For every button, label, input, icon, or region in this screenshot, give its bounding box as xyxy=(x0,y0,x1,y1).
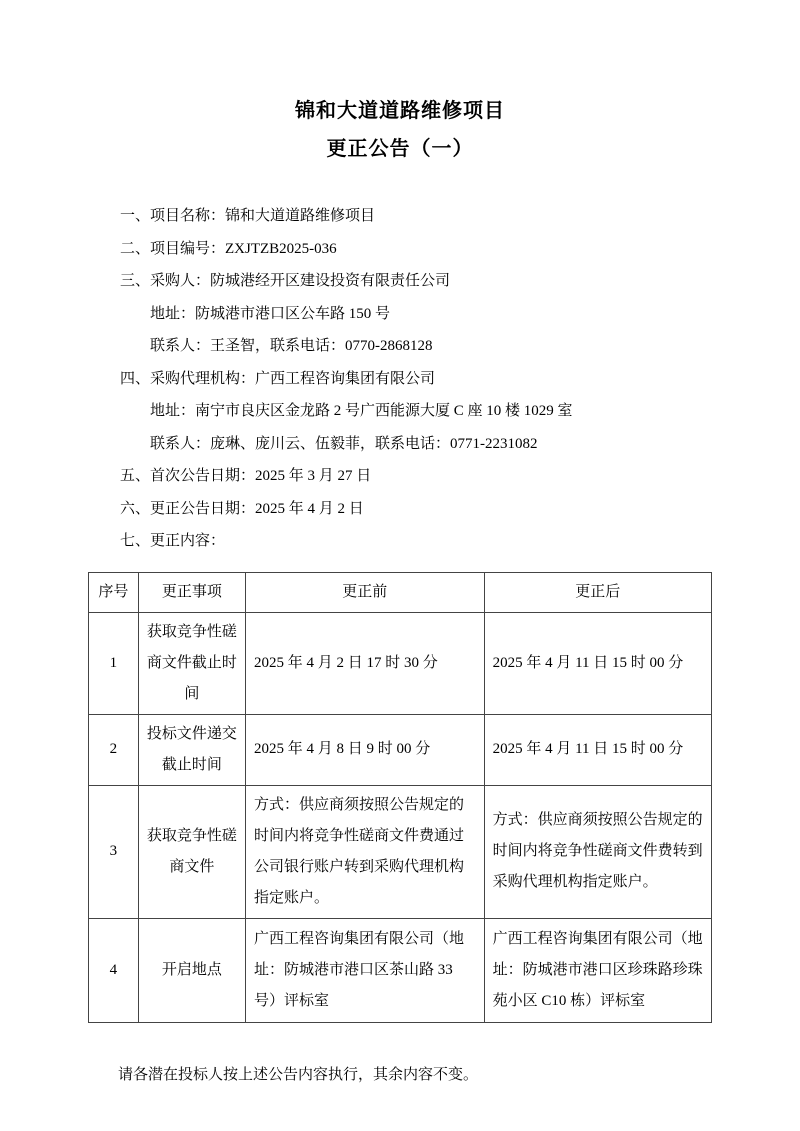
cell-after-correction: 2025 年 4 月 11 日 15 时 00 分 xyxy=(484,612,711,714)
cell-after-correction: 2025 年 4 月 11 日 15 时 00 分 xyxy=(484,714,711,785)
item-correction-date: 六、更正公告日期：2025 年 4 月 2 日 xyxy=(120,500,364,517)
cell-correction-item: 开启地点 xyxy=(138,918,245,1022)
table-row xyxy=(89,612,712,714)
cell-after-correction: 广西工程咨询集团有限公司（地址：防城港市港口区珍珠路珍珠苑小区 C10 栋）评标室 xyxy=(484,918,711,1022)
header-serial-number: 序号 xyxy=(89,572,139,612)
document-title: 锦和大道道路维修项目 xyxy=(295,100,505,122)
item-project-number: 二、项目编号：ZXJTZB2025-036 xyxy=(120,240,337,257)
cell-correction-item: 投标文件递交截止时间 xyxy=(138,714,245,785)
cell-correction-item: 获取竞争性磋商文件 xyxy=(138,785,245,918)
correction-table xyxy=(88,572,712,1023)
cell-correction-item: 获取竞争性磋商文件截止时间 xyxy=(138,612,245,714)
cell-before-correction: 2025 年 4 月 8 日 9 时 00 分 xyxy=(245,714,484,785)
announcement-body xyxy=(88,200,712,558)
header-before-correction: 更正前 xyxy=(245,572,484,612)
closing-note: 请各潜在投标人按上述公告内容执行，其余内容不变。 xyxy=(118,1066,479,1083)
table-row xyxy=(89,714,712,785)
cell-serial-number: 4 xyxy=(89,918,139,1022)
item-agency-contact: 联系人：庞琳、庞川云、伍毅菲，联系电话：0771-2231082 xyxy=(150,435,538,452)
table-header-row xyxy=(89,572,712,612)
item-purchaser-address: 地址：防城港市港口区公车路 150 号 xyxy=(150,305,391,322)
cell-after-correction: 方式：供应商须按照公告规定的时间内将竞争性磋商文件费转到采购代理机构指定账户。 xyxy=(484,785,711,918)
item-purchaser: 三、采购人：防城港经开区建设投资有限责任公司 xyxy=(120,273,451,289)
item-first-announcement-date: 五、首次公告日期：2025 年 3 月 27 日 xyxy=(120,468,372,484)
cell-serial-number: 3 xyxy=(89,785,139,918)
header-correction-item: 更正事项 xyxy=(138,572,245,612)
cell-before-correction: 方式：供应商须按照公告规定的时间内将竞争性磋商文件费通过公司银行账户转到采购代理机构指定账户。 xyxy=(245,785,484,918)
item-purchaser-contact: 联系人：王圣智，联系电话：0770-2868128 xyxy=(150,338,433,354)
item-project-name: 一、项目名称：锦和大道道路维修项目 xyxy=(120,208,376,224)
item-correction-content-label: 七、更正内容： xyxy=(120,533,226,549)
cell-before-correction: 广西工程咨询集团有限公司（地址：防城港市港口区茶山路 33 号）评标室 xyxy=(245,918,484,1022)
item-agency-address: 地址：南宁市良庆区金龙路 2 号广西能源大厦 C 座 10 楼 1029 室 xyxy=(150,403,573,419)
item-agency: 四、采购代理机构：广西工程咨询集团有限公司 xyxy=(120,370,436,387)
document-subtitle: 更正公告（一） xyxy=(326,138,474,160)
table-row xyxy=(89,918,712,1022)
cell-serial-number: 2 xyxy=(89,714,139,785)
cell-serial-number: 1 xyxy=(89,612,139,714)
cell-before-correction: 2025 年 4 月 2 日 17 时 30 分 xyxy=(245,612,484,714)
header-after-correction: 更正后 xyxy=(484,572,711,612)
table-row xyxy=(89,785,712,918)
